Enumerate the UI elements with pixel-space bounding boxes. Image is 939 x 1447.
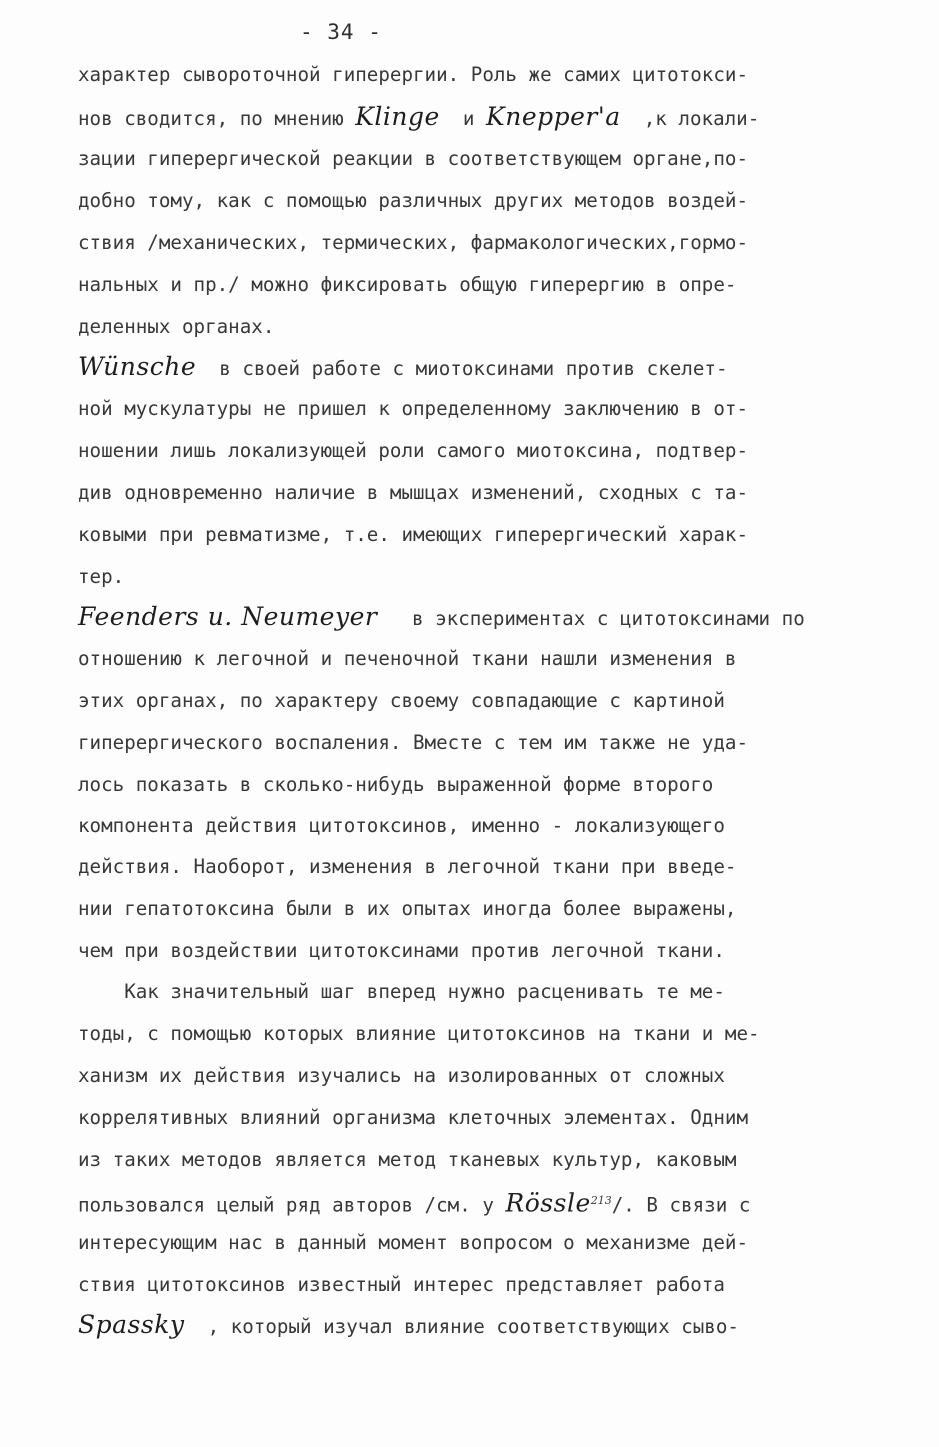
text-line — [78, 1223, 748, 1263]
line-text: ствия цитотоксинов известный интерес представляет работа — [78, 1273, 725, 1296]
text-line — [78, 389, 748, 429]
line-text: и — [439, 107, 487, 130]
text-line — [78, 1305, 739, 1345]
line-text: тер. — [78, 565, 125, 588]
text-line — [78, 1014, 760, 1054]
text-line — [78, 597, 805, 637]
author-name: Rössle — [505, 1188, 591, 1218]
author-name: Knepper'a — [486, 102, 621, 131]
text-line — [78, 1265, 725, 1305]
line-text: компонента действия цитотоксинов, именно - локализующего — [78, 814, 725, 837]
line-text: ношении лишь локализующей роли самого миотоксина, подтвер- — [78, 439, 749, 462]
author-name: Feenders u. Neumeyer — [78, 602, 378, 631]
line-text: ,к локали- — [620, 107, 760, 130]
text-line — [78, 347, 728, 387]
line-text: в экспериментах с цитотоксинами по — [377, 607, 805, 630]
line-text: действия. Наоборот, изменения в легочной ткани при введе- — [78, 855, 737, 878]
text-line — [78, 431, 748, 471]
text-line — [78, 972, 725, 1012]
text-line — [78, 223, 748, 263]
text-line — [78, 265, 736, 305]
text-line — [78, 97, 759, 137]
line-text: нальных и пр./ можно фиксировать общую гиперергию в опре- — [78, 273, 737, 296]
line-text: этих органах, по характеру своему совпадающие с картиной — [78, 689, 725, 712]
text-line — [78, 1181, 750, 1221]
text-line — [78, 639, 736, 679]
text-line — [78, 1140, 736, 1180]
line-text: характер сывороточной гиперергии. Роль же самих цитотокси- — [78, 63, 749, 86]
text-line — [78, 515, 748, 555]
text-line — [78, 681, 725, 721]
line-text: , который изучал влияние соответствующих сыво- — [184, 1315, 739, 1338]
page-number: - 34 - — [300, 20, 382, 44]
line-text: пользовался целый ряд авторов /см. у — [78, 1193, 506, 1217]
reference-number: 213 — [590, 1194, 612, 1207]
author-name: Spassky — [78, 1310, 185, 1339]
line-text: Как значительный шаг вперед нужно расценивать те ме- — [78, 980, 725, 1003]
line-text: деленных органах. — [78, 315, 275, 338]
line-text: зации гиперергической реакции в соответствующем органе,по- — [78, 147, 749, 170]
text-line — [78, 889, 736, 929]
text-line — [78, 806, 725, 846]
author-name: Klinge — [355, 102, 440, 131]
line-text: чем при воздействии цитотоксинами против легочной ткани. — [78, 939, 725, 962]
line-text: добно тому, как с помощью различных других методов воздей- — [78, 189, 749, 212]
line-text: див одновременно наличие в мышцах изменений, сходных с та- — [78, 481, 749, 504]
text-line — [78, 307, 274, 347]
line-text: ковыми при ревматизме, т.е. имеющих гиперергический харак- — [78, 523, 749, 546]
text-line — [78, 139, 748, 179]
line-text: нии гепатотоксина были в их опытах иногда более выражены, — [78, 897, 737, 920]
author-name: Wünsche — [78, 352, 197, 381]
text-line — [78, 765, 713, 805]
text-line — [78, 1056, 725, 1096]
text-line — [78, 1098, 748, 1138]
line-text: из таких методов является метод тканевых культур, каковым — [78, 1148, 737, 1171]
line-text: ствия /механических, термических, фармакологических,гормо- — [78, 231, 749, 254]
line-text: /. В связи с — [611, 1193, 751, 1217]
line-text: нов сводится, по мнению — [78, 107, 356, 130]
line-text: коррелятивных влияний организма клеточных элементах. Одним — [78, 1106, 749, 1129]
line-text: в своей работе с миотоксинами против скелет- — [196, 357, 728, 380]
line-text: тоды, с помощью которых влияние цитотоксинов на ткани и ме- — [78, 1022, 760, 1045]
text-line — [78, 723, 748, 763]
text-line — [78, 181, 748, 221]
line-text: лось показать в сколько-нибудь выраженной форме второго — [78, 773, 714, 796]
line-text: гиперергического воспаления. Вместе с тем им также не уда- — [78, 731, 749, 754]
text-line — [78, 473, 748, 513]
text-line — [78, 931, 725, 971]
line-text: интересующим нас в данный момент вопросом о механизме дей- — [78, 1231, 749, 1254]
text-line — [78, 55, 748, 95]
line-text: ной мускулатуры не пришел к определенному заключению в от- — [78, 397, 749, 420]
line-text: отношению к легочной и печеночной ткани нашли изменения в — [78, 647, 737, 670]
text-line — [78, 847, 736, 887]
line-text: ханизм их действия изучались на изолированных от сложных — [78, 1064, 725, 1087]
text-line — [78, 557, 124, 597]
